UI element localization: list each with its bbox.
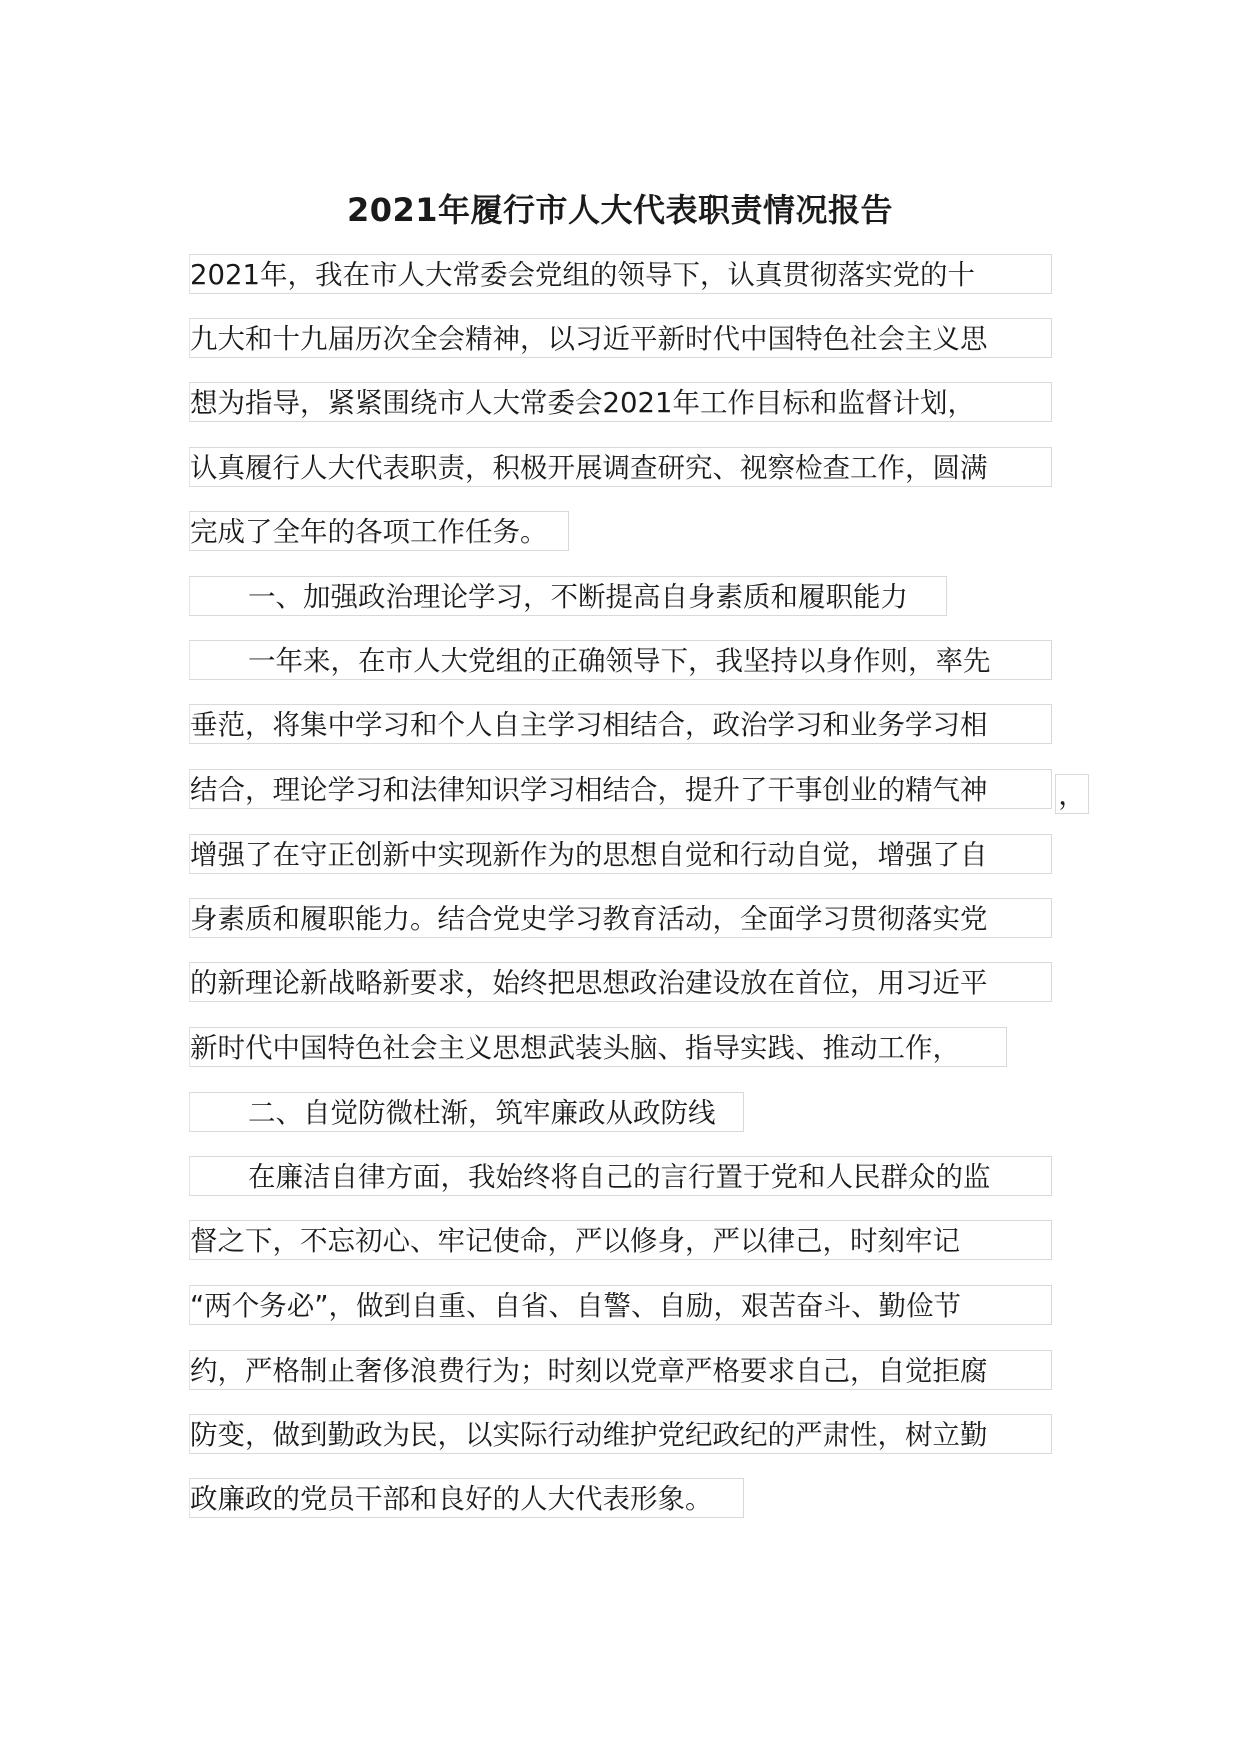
paragraph-2-line-3: 结合，理论学习和法律知识学习相结合，提升了干事创业的精气神 [189,769,1052,809]
paragraph-1-line-2: 九大和十九届历次全会精神，以习近平新时代中国特色社会主义思 [189,318,1052,358]
paragraph-2-line-3-tail: ， [1055,774,1089,814]
paragraph-1-line-3: 想为指导，紧紧围绕市人大常委会2021年工作目标和监督计划， [189,382,1052,422]
paragraph-2-line-7: 新时代中国特色社会主义思想武装头脑、指导实践、推动工作， [189,1027,1007,1067]
paragraph-2-line-1: 一年来，在市人大党组的正确领导下，我坚持以身作则，率先 [189,640,1052,680]
paragraph-2-line-5: 身素质和履职能力。结合党史学习教育活动，全面学习贯彻落实党 [189,898,1052,938]
section-heading-1: 一、加强政治理论学习，不断提高自身素质和履职能力 [189,576,947,616]
paragraph-2-line-2: 垂范，将集中学习和个人自主学习相结合，政治学习和业务学习相 [189,704,1052,744]
paragraph-3-line-2: 督之下，不忘初心、牢记使命，严以修身，严以律己，时刻牢记 [189,1220,1052,1260]
paragraph-3-line-5: 防变，做到勤政为民，以实际行动维护党纪政纪的严肃性，树立勤 [189,1414,1052,1454]
paragraph-2-line-4: 增强了在守正创新中实现新作为的思想自觉和行动自觉，增强了自 [189,834,1052,874]
paragraph-3-line-3: “两个务必”，做到自重、自省、自警、自励，艰苦奋斗、勤俭节 [189,1285,1052,1325]
paragraph-3-line-1: 在廉洁自律方面，我始终将自己的言行置于党和人民群众的监 [189,1156,1052,1196]
paragraph-3-line-6: 政廉政的党员干部和良好的人大代表形象。 [189,1478,744,1518]
paragraph-1-line-1: 2021年，我在市人大常委会党组的领导下，认真贯彻落实党的十 [189,254,1052,294]
paragraph-3-line-4: 约，严格制止奢侈浪费行为；时刻以党章严格要求自己，自觉拒腐 [189,1350,1052,1390]
document-title: 2021年履行市人大代表职责情况报告 [346,191,894,229]
section-heading-2: 二、自觉防微杜渐，筑牢廉政从政防线 [189,1092,744,1132]
paragraph-2-line-6: 的新理论新战略新要求，始终把思想政治建设放在首位，用习近平 [189,962,1052,1002]
paragraph-1-line-4: 认真履行人大代表职责，积极开展调查研究、视察检查工作，圆满 [189,447,1052,487]
paragraph-1-line-5: 完成了全年的各项工作任务。 [189,511,569,551]
